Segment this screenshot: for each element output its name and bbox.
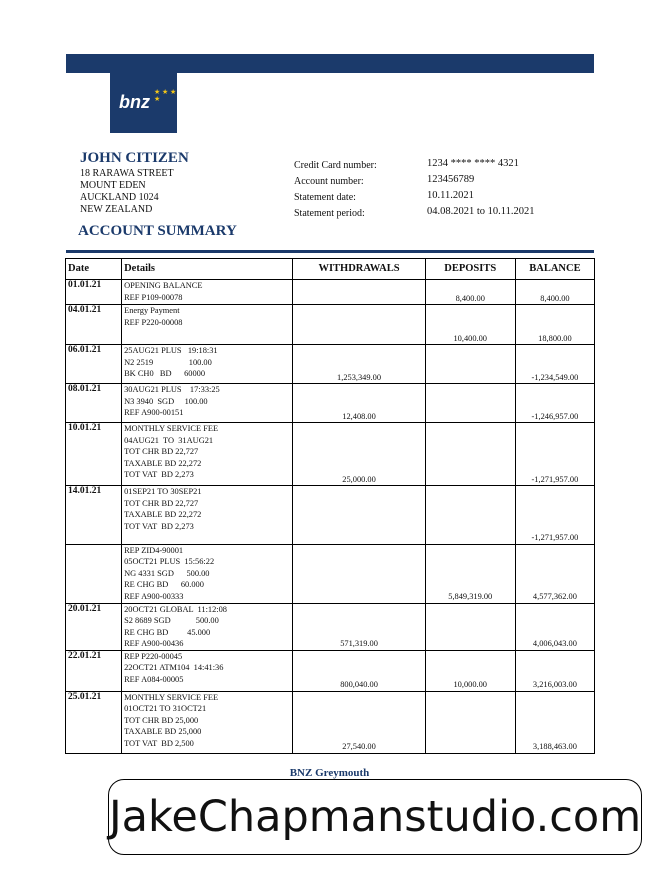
bnz-logo [110,73,177,133]
row-balance: -1,271,957.00 [515,486,594,545]
row-balance: 4,006,043.00 [515,603,594,650]
row-withdrawal: 800,040.00 [293,650,425,691]
table-row [66,384,595,423]
table-row [66,691,595,753]
header-details: Details [122,259,293,280]
row-withdrawal [293,280,425,305]
watermark: JakeChapmanstudio.com [108,779,642,855]
statement-date-value: 10.11.2021 [427,190,474,201]
row-withdrawal [293,305,425,345]
row-withdrawal [293,544,425,603]
row-withdrawal: 25,000.00 [293,423,425,486]
customer-address [80,168,174,216]
row-withdrawal: 27,540.00 [293,691,425,753]
row-date: 22.01.21 [66,650,122,691]
header-bar [66,54,594,73]
account-info-values [427,156,535,220]
row-details: 30AUG21 PLUS 17:33:25 N3 3940 SGD 100.00 REF A900-00151 [122,384,293,423]
row-withdrawal: 1,253,349.00 [293,345,425,384]
row-deposit [425,691,515,753]
row-date [66,544,122,603]
row-balance: -1,271,957.00 [515,423,594,486]
row-date: 08.01.21 [66,384,122,423]
address-line: MOUNT EDEN [80,180,146,191]
table-row [66,345,595,384]
row-deposit [425,345,515,384]
address-line: 18 RARAWA STREET [80,168,174,179]
row-withdrawal: 571,319.00 [293,603,425,650]
row-date: 20.01.21 [66,603,122,650]
header-balance: BALANCE [515,259,594,280]
row-date: 06.01.21 [66,345,122,384]
row-date: 04.01.21 [66,305,122,345]
row-balance: 4,577,362.00 [515,544,594,603]
customer-name: JOHN CITIZEN [80,150,189,166]
row-details: MONTHLY SERVICE FEE 04AUG21 TO 31AUG21 TOT CHR BD 22,727 TAXABLE BD 22,272 TOT VAT BD 2,273 [122,423,293,486]
account-summary-title: ACCOUNT SUMMARY [78,223,237,239]
row-date: 14.01.21 [66,486,122,545]
row-date: 01.01.21 [66,280,122,305]
row-details: 20OCT21 GLOBAL 11:12:08 S2 8689 SGD 500.00 RE CHG BD 45.000 REF A900-00436 [122,603,293,650]
address-line: NEW ZEALAND [80,204,153,215]
row-balance: 8,400.00 [515,280,594,305]
logo-text: bnz [119,92,150,112]
row-withdrawal: 12,408.00 [293,384,425,423]
account-number-value: 123456789 [427,174,475,185]
row-deposit: 5,849,319.00 [425,544,515,603]
row-balance: 18,800.00 [515,305,594,345]
row-deposit [425,486,515,545]
table-row [66,544,595,603]
row-deposit: 10,400.00 [425,305,515,345]
row-date: 25.01.21 [66,691,122,753]
credit-card-value: 1234 **** **** 4321 [427,158,519,169]
statement-period-value: 04.08.2021 to 10.11.2021 [427,206,535,217]
header-date: Date [66,259,122,280]
statement-date-label: Statement date: [294,192,356,203]
account-number-label: Account number: [294,176,364,187]
logo-stars-icon: ★ ★ ★ ★ [154,88,177,103]
branch-name: BNZ Greymouth [289,767,370,779]
row-details: REP ZID4-90001 05OCT21 PLUS 15:56:22 NG 4331 SGD 500.00 RE CHG BD 60.000 REF A900-00333 [122,544,293,603]
row-deposit [425,384,515,423]
account-info-labels [294,158,377,222]
table-row [66,650,595,691]
row-date: 10.01.21 [66,423,122,486]
row-balance: -1,246,957.00 [515,384,594,423]
statement-period-label: Statement period: [294,208,365,219]
table-row [66,603,595,650]
row-details: REP P220-00045 22OCT21 ATM104 14:41:36 REF A084-00005 [122,650,293,691]
row-withdrawal [293,486,425,545]
row-deposit [425,603,515,650]
row-deposit: 10,000.00 [425,650,515,691]
header-withdrawals: WITHDRAWALS [293,259,425,280]
header-deposits: DEPOSITS [425,259,515,280]
table-header-row [66,259,595,280]
credit-card-label: Credit Card number: [294,160,377,171]
row-details: MONTHLY SERVICE FEE 01OCT21 TO 31OCT21 TOT CHR BD 25,000 TAXABLE BD 25,000 TOT VAT BD 2,500 [122,691,293,753]
row-details: OPENING BALANCE REF P109-00078 [122,280,293,305]
table-row [66,305,595,345]
address-line: AUCKLAND 1024 [80,192,159,203]
row-details: 01SEP21 TO 30SEP21 TOT CHR BD 22,727 TAXABLE BD 22,272 TOT VAT BD 2,273 [122,486,293,545]
table-row [66,280,595,305]
transactions-table [65,258,595,754]
row-deposit: 8,400.00 [425,280,515,305]
row-balance: 3,188,463.00 [515,691,594,753]
row-deposit [425,423,515,486]
row-balance: 3,216,003.00 [515,650,594,691]
table-row [66,423,595,486]
row-balance: -1,234,549.00 [515,345,594,384]
table-row [66,486,595,545]
row-details: 25AUG21 PLUS 19:18:31 N2 2519 100.00 BK CH0 BD 60000 [122,345,293,384]
divider [66,250,594,253]
row-details: Energy Payment REF P220-00008 [122,305,293,345]
